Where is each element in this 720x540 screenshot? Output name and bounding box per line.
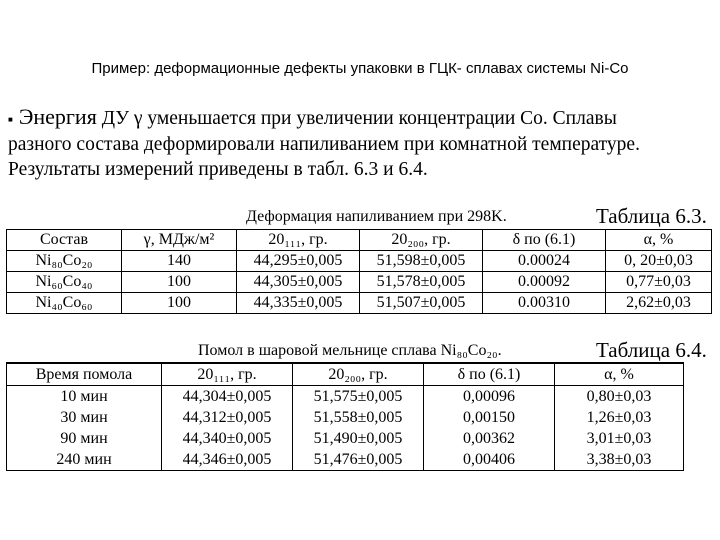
table-cell: 51,490±0,005 [293,428,424,449]
table-cell: 90 мин [7,428,162,449]
table-cell: 0,80±0,03 [555,386,684,408]
table-cell: 0,00096 [424,386,555,408]
col-header: 20₁₁₁, гр. [237,230,360,251]
paragraph-line-3: Результаты измерений приведены в табл. 6.3 и 6.4. [8,159,428,181]
table-cell: 1,26±0,03 [555,407,684,428]
table-cell: 44,340±0,005 [162,428,293,449]
table-header-row [7,230,712,251]
col-header: α, % [606,230,712,251]
table-cell: 51,507±0,005 [360,293,483,314]
table-cell: 0.00310 [483,293,606,314]
table-cell: 2,62±0,03 [606,293,712,314]
table-cell: 51,575±0,005 [293,386,424,408]
col-header: 20₂₀₀, гр. [360,230,483,251]
table-header-row [7,363,684,386]
col-header: γ, МДж/м² [122,230,237,251]
table-row [7,272,712,293]
table1-caption: Деформация напиливанием при 298K. [246,208,507,225]
col-header: δ по (6.1) [483,230,606,251]
table-cell: 0.00092 [483,272,606,293]
table-cell: 51,598±0,005 [360,251,483,272]
paragraph-line-1 [8,104,712,132]
table-cell: 0,00150 [424,407,555,428]
table-6-3 [6,229,712,314]
paragraph-line-2: разного состава деформировали напиливанием при комнатной температуре. [8,134,640,156]
table-cell: 0,77±0,03 [606,272,712,293]
table-cell: Ni₄₀Co₆₀ [7,293,122,314]
table1-label: Таблица 6.3. [596,204,707,228]
table-cell: 51,476±0,005 [293,449,424,471]
table-cell: 44,295±0,005 [237,251,360,272]
table-cell: Ni₈₀Co₂₀ [7,251,122,272]
bullet-icon: ■ [8,115,13,125]
table-cell: 44,305±0,005 [237,272,360,293]
table-row [7,407,684,428]
table-cell: 3,38±0,03 [555,449,684,471]
table-cell: 3,01±0,03 [555,428,684,449]
table2-caption: Помол в шаровой мельнице сплава Ni₈₀Co₂₀. [198,342,502,359]
col-header: α, % [555,363,684,386]
table-cell: 44,335±0,005 [237,293,360,314]
col-header: Время помола [7,363,162,386]
table-cell: 44,312±0,005 [162,407,293,428]
table-row [7,449,684,471]
paragraph-lead: Энергия [18,104,97,129]
table-cell: 140 [122,251,237,272]
col-header: 20₁₁₁, гр. [162,363,293,386]
slide-title: Пример: деформационные дефекты упаковки в ГЦК- сплавах системы Ni-Co [91,60,629,77]
table-row [7,428,684,449]
table-cell: 0.00024 [483,251,606,272]
table2-label: Таблица 6.4. [596,338,707,362]
table-cell: 51,558±0,005 [293,407,424,428]
table-cell: Ni₆₀Co₄₀ [7,272,122,293]
table-cell: 0,00362 [424,428,555,449]
table-row [7,251,712,272]
intro-paragraph [8,104,712,182]
table-cell: 44,346±0,005 [162,449,293,471]
table-cell: 51,578±0,005 [360,272,483,293]
table-cell: 240 мин [7,449,162,471]
table-cell: 10 мин [7,386,162,408]
col-header: Состав [7,230,122,251]
table-row [7,386,684,408]
table-row [7,293,712,314]
table-cell: 30 мин [7,407,162,428]
table-cell: 100 [122,293,237,314]
col-header: 20₂₀₀, гр. [293,363,424,386]
paragraph-line-1-rest: ДУ γ уменьшается при увеличении концентрации Co. Сплавы [96,108,617,129]
table-cell: 0, 20±0,03 [606,251,712,272]
table-cell: 44,304±0,005 [162,386,293,408]
table-cell: 100 [122,272,237,293]
col-header: δ по (6.1) [424,363,555,386]
table-cell: 0,00406 [424,449,555,471]
table-6-4 [6,362,684,471]
